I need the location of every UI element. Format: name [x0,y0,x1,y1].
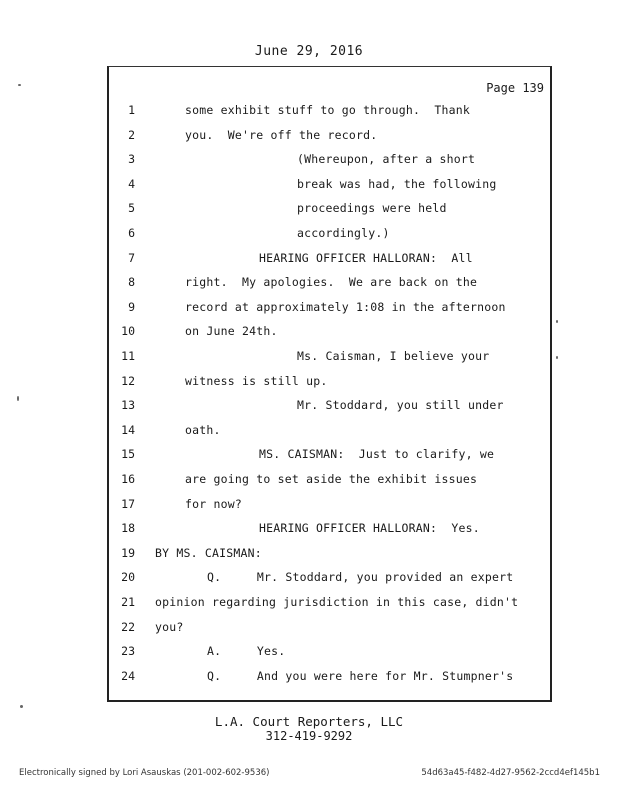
transcript-line: Q. Mr. Stoddard, you provided an expert [207,570,514,585]
transcript-line: oath. [185,422,221,437]
transcript-line: you? [155,619,184,634]
transcript-line: accordingly.) [297,226,390,240]
line-number: 13 [121,398,135,413]
line-number: 1 [128,103,135,117]
footer-company: L.A. Court Reporters, LLC [214,714,404,729]
line-number: 22 [121,619,135,634]
line-number: 7 [128,250,135,265]
scan-speck [556,356,558,359]
transcript-page [107,66,552,702]
transcript-line: are going to set aside the exhibit issues [185,472,478,486]
transcript-line: right. My apologies. We are back on the [185,275,478,290]
transcript-line: Ms. Caisman, I believe your [297,349,490,363]
transcript-line: opinion regarding jurisdiction in this case, didn't [155,595,519,609]
line-number: 20 [121,570,135,585]
line-number: 21 [121,595,135,609]
line-number: 3 [128,152,135,167]
footer-phone: 312-419-9292 [265,729,353,743]
line-number: 19 [121,545,135,560]
line-number: 18 [121,521,135,536]
line-number: 11 [121,349,135,363]
line-number: 17 [121,496,135,511]
transcript-line: for now? [185,496,242,511]
transcript-line: (Whereupon, after a short [297,152,476,167]
transcript-line: HEARING OFFICER HALLORAN: All [259,250,473,265]
line-number: 9 [128,299,135,314]
header-date: June 29, 2016 [254,44,364,59]
line-number: 14 [121,422,135,437]
line-number: 24 [121,668,135,683]
line-number: 4 [128,176,135,191]
line-number: 12 [121,373,135,388]
transcript-line: HEARING OFFICER HALLORAN: Yes. [259,521,480,536]
line-number: 10 [121,324,135,339]
line-number: 15 [121,447,135,462]
scan-speck [18,84,21,86]
electronic-signature-note: Electronically signed by Lori Asauskas (201-002-602-9536) [19,768,270,778]
line-number: 8 [128,275,135,290]
transcript-line: Mr. Stoddard, you still under [297,398,504,413]
line-number: 23 [121,644,135,659]
transcript-line: break was had, the following [297,176,497,191]
transcript-line: record at approximately 1:08 in the afternoon [185,299,506,314]
line-number: 5 [128,201,135,216]
transcript-line: proceedings were held [297,201,447,216]
line-number: 16 [121,472,135,486]
page-number: Page 139 [486,81,544,95]
transcript-line: Q. And you were here for Mr. Stumpner's [207,668,514,683]
transcript-line: A. Yes. [207,644,286,659]
scan-speck [17,396,19,401]
transcript-line: you. We're off the record. [185,127,378,142]
line-number: 6 [128,226,135,240]
line-number: 2 [128,127,135,142]
transcript-line: some exhibit stuff to go through. Thank [185,103,470,117]
scan-speck [556,320,558,323]
scan-speck [20,705,23,708]
document-hash: 54d63a45-f482-4d27-9562-2ccd4ef145b1 [421,768,600,778]
transcript-line: witness is still up. [185,373,328,388]
transcript-line: MS. CAISMAN: Just to clarify, we [259,447,495,462]
transcript-line: on June 24th. [185,324,278,339]
transcript-line: BY MS. CAISMAN: [155,545,262,560]
